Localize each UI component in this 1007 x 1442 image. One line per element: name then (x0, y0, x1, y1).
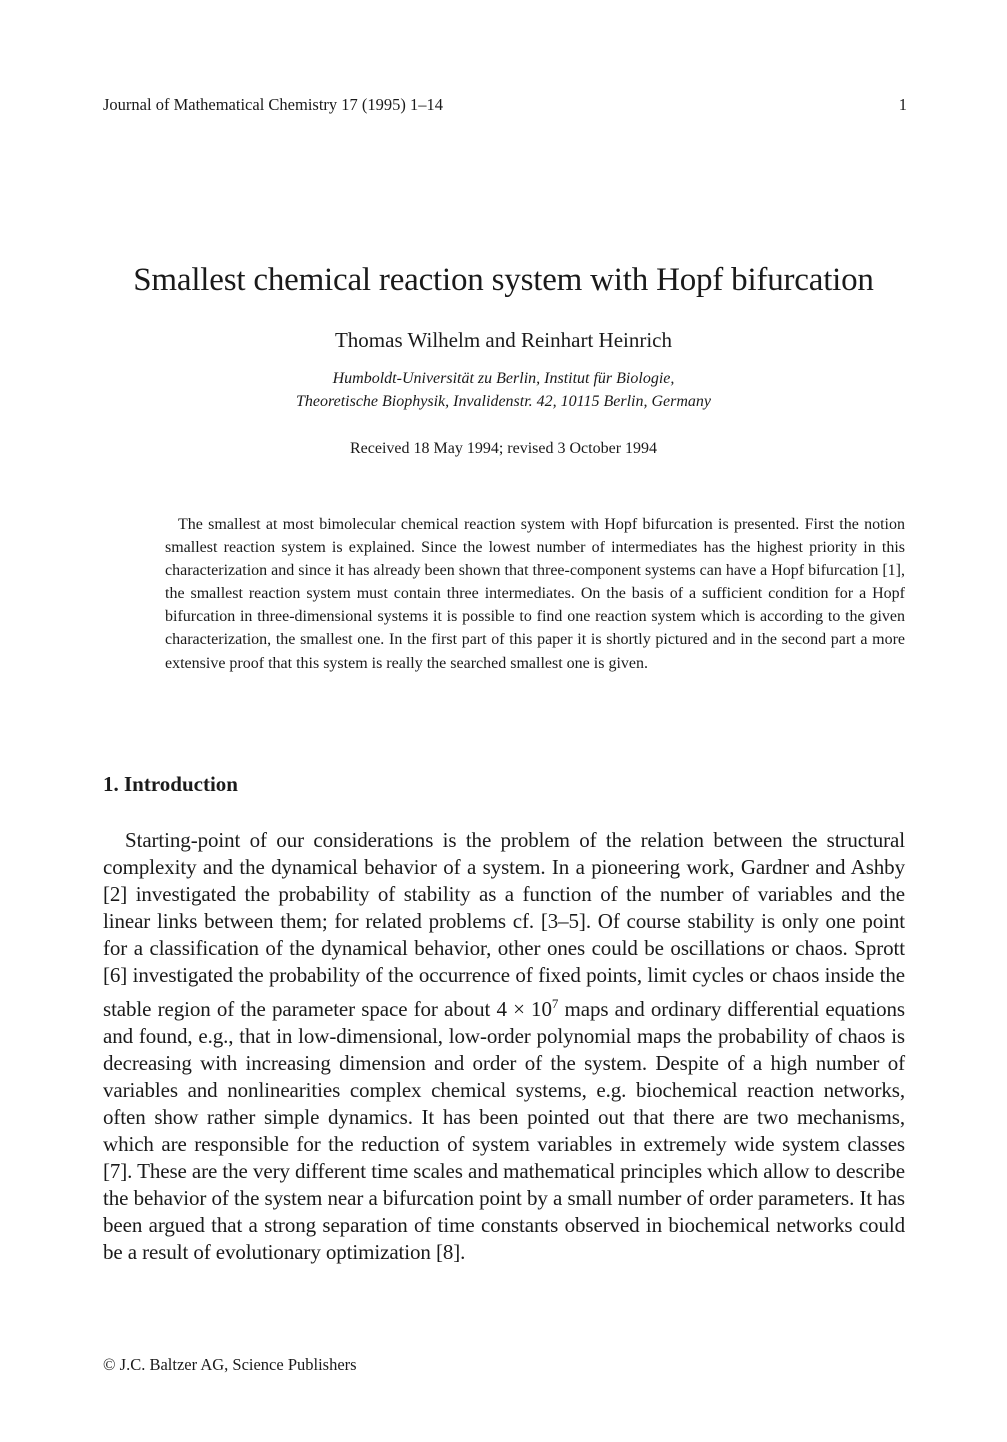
received-dates: Received 18 May 1994; revised 3 October 1994 (349, 440, 658, 457)
running-head (103, 95, 907, 115)
introduction-paragraph (103, 827, 905, 1267)
affiliation-line-1: Humboldt-Universität zu Berlin, Institut für Biologie, (332, 370, 675, 387)
affiliation (0, 367, 1007, 413)
exponent: 7 (551, 995, 559, 1011)
abstract: The smallest at most bimolecular chemical reaction system with Hopf bifurcation is presented. First the notion smallest reaction system is explained. Since the lowest number of intermediates has the highest priority in this characterization and since it has already been shown that three-component systems can have a Hopf bifurcation [1], the smallest reaction system must contain three intermediates. On the basis of a sufficient condition for a Hopf bifurcation in three-dimensional systems it is possible to find one reaction system which is according to the given characterization, the smallest one. In the first part of this paper it is shortly pictured and in the second part a more extensive proof that this system is really the searched smallest one is given. (165, 516, 905, 672)
section-heading: 1. Introduction (103, 772, 238, 796)
journal-citation: Journal of Mathematical Chemistry 17 (1995) 1–14 (103, 95, 444, 114)
publisher-footer: © J.C. Baltzer AG, Science Publishers (103, 1355, 357, 1374)
paragraph-text-part-1: Starting-point of our considerations is the problem of the relation between the structural complexity and the dynamical behavior of a system. In a pioneering work, Gardner and Ashby [2] investigated the probability of stability as a function of the number of variables and the linear links between them; for related problems cf. [3–5]. Of course stability is only one point for a classification of the dynamical behavior, other ones could be oscillations or chaos. Sprott [6] investigated the probability of the occurrence of fixed points, limit cycles or chaos inside the stable region of the parameter space for about 4 × 10 (103, 828, 905, 1021)
paragraph-text-part-2: maps and ordinary differential equations and found, e.g., that in low-dimensional, low-order polynomial maps the probability of chaos is decreasing with increasing dimension and order of the system. Despite of a high number of variables and nonlinearities complex chemical systems, e.g. biochemical reaction networks, often show rather simple dynamics. It has been pointed out that there are two mechanisms, which are responsible for the reduction of system variables in extremely wide system classes [7]. These are the very different time scales and mathematical principles which allow to describe the behavior of the system near a bifurcation point by a small number of order parameters. It has been argued that a strong separation of time constants observed in biochemical networks could be a result of evolutionary optimization [8]. (103, 996, 905, 1265)
page-number: 1 (898, 95, 907, 114)
paper-title: Smallest chemical reaction system with Hopf bifurcation (133, 262, 874, 298)
affiliation-line-2: Theoretische Biophysik, Invalidenstr. 42, 10115 Berlin, Germany (295, 393, 712, 410)
authors: Thomas Wilhelm and Reinhart Heinrich (334, 328, 672, 352)
